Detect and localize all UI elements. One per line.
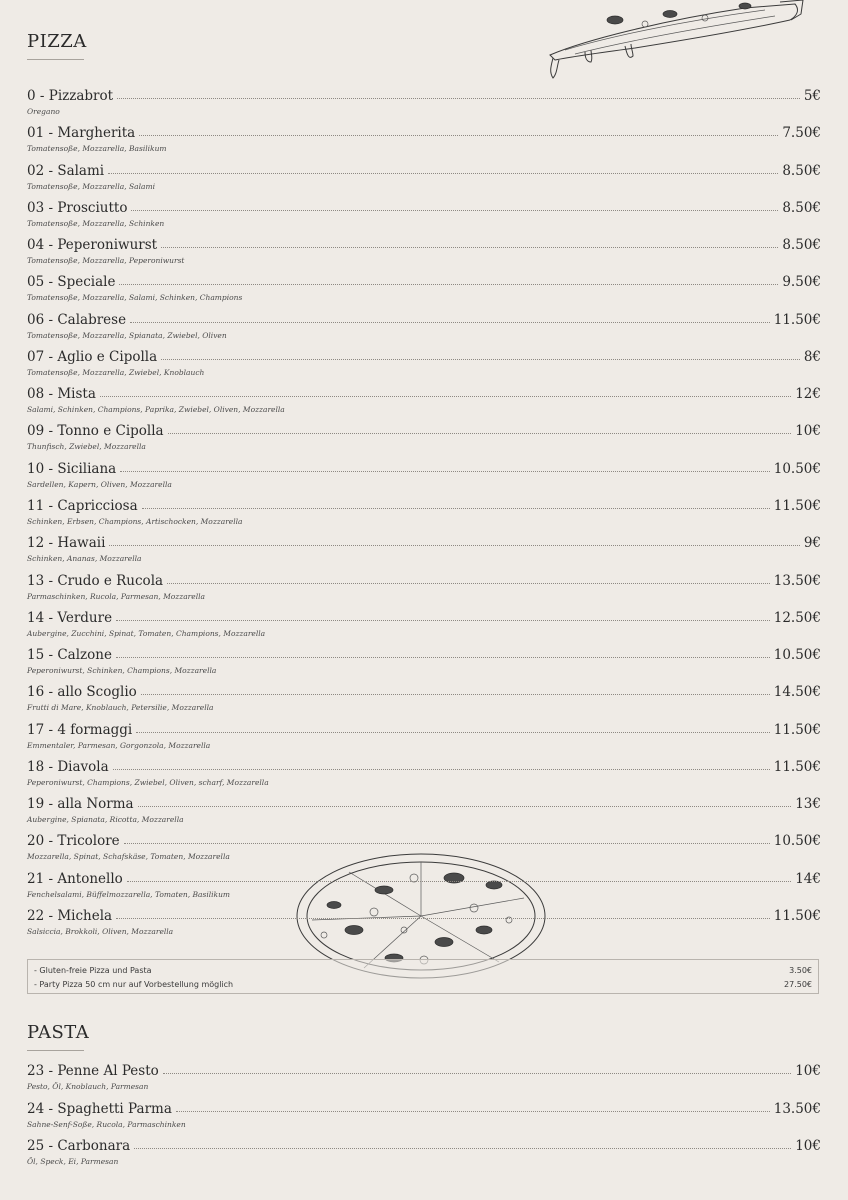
dot-leader: [108, 173, 778, 174]
dot-leader: [138, 806, 792, 807]
menu-item-price: 12.50€: [773, 609, 821, 626]
menu-item: [27, 308, 821, 342]
menu-item-row: [27, 1097, 821, 1117]
menu-item-name: 01 - Margherita: [27, 125, 136, 142]
menu-item: [27, 904, 821, 938]
menu-item-price: 10€: [795, 1138, 821, 1154]
menu-item: [27, 829, 821, 863]
dot-leader: [124, 843, 770, 844]
menu-item-description: Salami, Schinken, Champions, Paprika, Zwiebel, Oliven, Mozzarella: [27, 405, 285, 415]
menu-item-row: [27, 308, 821, 328]
menu-item: [27, 792, 821, 826]
menu-item-name: 03 - Prosciutto: [27, 199, 128, 216]
menu-item-price: 11.50€: [773, 907, 821, 924]
menu-item: [27, 121, 821, 155]
menu-item-price: 8.50€: [782, 237, 821, 254]
menu-item: [27, 1134, 821, 1168]
menu-item-row: [27, 792, 821, 812]
note-label: - Party Pizza 50 cm nur auf Vorbestellung möglich: [34, 980, 234, 989]
menu-item-row: [27, 531, 821, 551]
note-row-gluten-free: [34, 964, 812, 978]
dot-leader: [141, 694, 770, 695]
menu-item-description: Tomatensoße, Mozzarella, Peperoniwurst: [27, 256, 185, 266]
menu-item-row: [27, 1134, 821, 1154]
menu-item-name: 15 - Calzone: [27, 647, 112, 664]
menu-item-price: 11.50€: [773, 758, 821, 775]
menu-item: [27, 382, 821, 416]
pizza-slice-sketch-icon: [545, 0, 805, 82]
pasta-title-underline: [27, 1050, 84, 1051]
menu-item-row: [27, 270, 821, 290]
dot-leader: [100, 396, 791, 397]
menu-item-row: [27, 867, 821, 887]
menu-item: [27, 606, 821, 640]
dot-leader: [176, 1111, 770, 1112]
menu-item-description: Tomatensoße, Mozzarella, Zwiebel, Knoblauch: [27, 367, 205, 377]
menu-item: [27, 457, 821, 491]
dot-leader: [116, 620, 770, 621]
menu-item-name: 0 - Pizzabrot: [27, 88, 114, 104]
dot-leader: [168, 433, 792, 434]
menu-item-description: Thunfisch, Zwiebel, Mozzarella: [27, 442, 146, 452]
menu-item-description: Tomatensoße, Mozzarella, Basilikum: [27, 144, 167, 154]
note-price: 3.50€: [789, 966, 812, 975]
menu-item-price: 12€: [795, 386, 821, 403]
menu-item-name: 24 - Spaghetti Parma: [27, 1100, 172, 1117]
dot-leader: [163, 1073, 791, 1074]
menu-item-price: 5€: [803, 88, 821, 104]
menu-item-description: Fenchelsalami, Büffelmozzarella, Tomaten, Basilikum: [27, 889, 231, 899]
menu-item-price: 9€: [803, 535, 821, 552]
menu-item: [27, 1059, 821, 1093]
pizza-title-underline: [27, 59, 84, 60]
dot-leader: [117, 98, 800, 99]
note-price: 27.50€: [784, 980, 812, 989]
menu-item-row: [27, 569, 821, 589]
menu-item-price: 13.50€: [773, 1100, 821, 1117]
menu-item: [27, 84, 821, 118]
menu-item-description: Salsiccia, Brokkoli, Oliven, Mozzarella: [27, 926, 174, 936]
menu-item-row: [27, 494, 821, 514]
menu-item: [27, 718, 821, 752]
dot-leader: [161, 247, 778, 248]
menu-item: [27, 270, 821, 304]
menu-item-price: 8.50€: [782, 199, 821, 216]
menu-item: [27, 569, 821, 603]
menu-item-description: Sardellen, Kapern, Oliven, Mozzarella: [27, 479, 172, 489]
menu-item-price: 14€: [795, 870, 821, 887]
menu-item-name: 06 - Calabrese: [27, 311, 127, 328]
menu-item-row: [27, 829, 821, 849]
menu-item-price: 10.50€: [773, 647, 821, 664]
menu-item: [27, 159, 821, 193]
menu-item-price: 11.50€: [773, 497, 821, 514]
menu-item-name: 18 - Diavola: [27, 758, 109, 775]
menu-item-description: Tomatensoße, Mozzarella, Schinken: [27, 218, 165, 228]
menu-item-description: Parmaschinken, Rucola, Parmesan, Mozzarella: [27, 591, 205, 601]
menu-item-description: Schinken, Ananas, Mozzarella: [27, 554, 142, 564]
note-row-party-pizza: [34, 978, 812, 992]
menu-item-price: 8€: [803, 348, 821, 365]
menu-item-name: 14 - Verdure: [27, 609, 113, 626]
menu-item-row: [27, 718, 821, 738]
menu-item-name: 23 - Penne Al Pesto: [27, 1063, 159, 1079]
menu-item-name: 09 - Tonno e Cipolla: [27, 423, 164, 440]
menu-item: [27, 680, 821, 714]
menu-item-row: [27, 382, 821, 402]
dot-leader: [127, 881, 791, 882]
menu-item: [27, 867, 821, 901]
pizza-section-title: PIZZA: [27, 31, 87, 52]
menu-item-price: 11.50€: [773, 311, 821, 328]
menu-item-description: Tomatensoße, Mozzarella, Salami: [27, 181, 156, 191]
menu-item-description: Tomatensoße, Mozzarella, Salami, Schinken, Champions: [27, 293, 243, 303]
menu-item-name: 21 - Antonello: [27, 870, 123, 887]
dot-leader: [134, 1148, 791, 1149]
dot-leader: [116, 657, 770, 658]
menu-item-price: 7.50€: [782, 125, 821, 142]
menu-item-row: [27, 121, 821, 141]
dot-leader: [139, 135, 778, 136]
menu-item-description: Mozzarella, Spinat, Schafskäse, Tomaten, Mozzarella: [27, 852, 230, 862]
menu-item-price: 10€: [795, 423, 821, 440]
menu-item-price: 13.50€: [773, 572, 821, 589]
menu-item-description: Tomatensoße, Mozzarella, Spianata, Zwiebel, Oliven: [27, 330, 227, 340]
menu-item-row: [27, 1059, 821, 1079]
menu-item-row: [27, 233, 821, 253]
menu-item-name: 17 - 4 formaggi: [27, 721, 133, 738]
menu-item: [27, 643, 821, 677]
menu-item-name: 02 - Salami: [27, 162, 105, 179]
menu-item-description: Frutti di Mare, Knoblauch, Petersilie, Mozzarella: [27, 703, 214, 713]
dot-leader: [109, 545, 799, 546]
menu-item-description: Peperoniwurst, Champions, Zwiebel, Oliven, scharf, Mozzarella: [27, 777, 269, 787]
menu-item: [27, 345, 821, 379]
menu-item-price: 8.50€: [782, 162, 821, 179]
menu-item-row: [27, 419, 821, 439]
menu-item-description: Schinken, Erbsen, Champions, Artischocken, Mozzarella: [27, 516, 243, 526]
menu-item-row: [27, 457, 821, 477]
menu-item-description: Öl, Speck, Ei, Parmesan: [27, 1157, 119, 1166]
menu-item: [27, 755, 821, 789]
menu-item: [27, 196, 821, 230]
menu-item-price: 10.50€: [773, 460, 821, 477]
menu-item-price: 9.50€: [782, 274, 821, 291]
menu-item-price: 13€: [795, 796, 821, 813]
menu-item-description: Aubergine, Spianata, Ricotta, Mozzarella: [27, 815, 184, 825]
menu-item-name: 12 - Hawaii: [27, 535, 106, 552]
menu-item-row: [27, 755, 821, 775]
menu-item-row: [27, 606, 821, 626]
menu-item-name: 13 - Crudo e Rucola: [27, 572, 164, 589]
menu-item-name: 04 - Peperoniwurst: [27, 237, 158, 254]
menu-item-name: 10 - Siciliana: [27, 460, 117, 477]
menu-item-row: [27, 904, 821, 924]
menu-item-row: [27, 345, 821, 365]
pasta-section-title: PASTA: [27, 1022, 90, 1043]
dot-leader: [116, 918, 770, 919]
extras-note-box: [27, 959, 819, 994]
menu-item: [27, 233, 821, 267]
menu-item-price: 10€: [795, 1063, 821, 1079]
note-label: - Gluten-freie Pizza und Pasta: [34, 966, 152, 975]
menu-item: [27, 419, 821, 453]
menu-item-name: 07 - Aglio e Cipolla: [27, 348, 158, 365]
menu-item-name: 22 - Michela: [27, 907, 113, 924]
dot-leader: [136, 732, 770, 733]
menu-item-row: [27, 196, 821, 216]
menu-item-name: 20 - Tricolore: [27, 833, 120, 850]
menu-item-name: 08 - Mista: [27, 386, 96, 403]
menu-item-name: 25 - Carbonara: [27, 1138, 131, 1154]
menu-item-price: 10.50€: [773, 833, 821, 850]
dot-leader: [113, 769, 770, 770]
dot-leader: [161, 359, 800, 360]
menu-item: [27, 494, 821, 528]
menu-item: [27, 1097, 821, 1131]
menu-item-description: Sahne-Senf-Soße, Rucola, Parmaschinken: [27, 1119, 186, 1129]
menu-item-name: 05 - Speciale: [27, 274, 116, 291]
menu-item-name: 16 - allo Scoglio: [27, 684, 137, 701]
menu-item-name: 11 - Capricciosa: [27, 497, 138, 514]
dot-leader: [142, 508, 770, 509]
menu-item-description: Peperoniwurst, Schinken, Champions, Mozzarella: [27, 666, 217, 676]
menu-item-row: [27, 680, 821, 700]
menu-item-name: 19 - alla Norma: [27, 796, 134, 813]
dot-leader: [130, 322, 770, 323]
menu-item-description: Oregano: [27, 107, 60, 116]
dot-leader: [119, 284, 778, 285]
menu-item-description: Emmentaler, Parmesan, Gorgonzola, Mozzarella: [27, 740, 211, 750]
menu-item-row: [27, 159, 821, 179]
menu-item-price: 14.50€: [773, 684, 821, 701]
menu-item: [27, 531, 821, 565]
menu-item-row: [27, 643, 821, 663]
dot-leader: [131, 210, 778, 211]
menu-item-row: [27, 84, 821, 104]
dot-leader: [167, 583, 770, 584]
dot-leader: [120, 471, 770, 472]
menu-item-description: Aubergine, Zucchini, Spinat, Tomaten, Champions, Mozzarella: [27, 628, 266, 638]
menu-item-price: 11.50€: [773, 721, 821, 738]
menu-item-description: Pesto, Öl, Knoblauch, Parmesan: [27, 1082, 149, 1091]
